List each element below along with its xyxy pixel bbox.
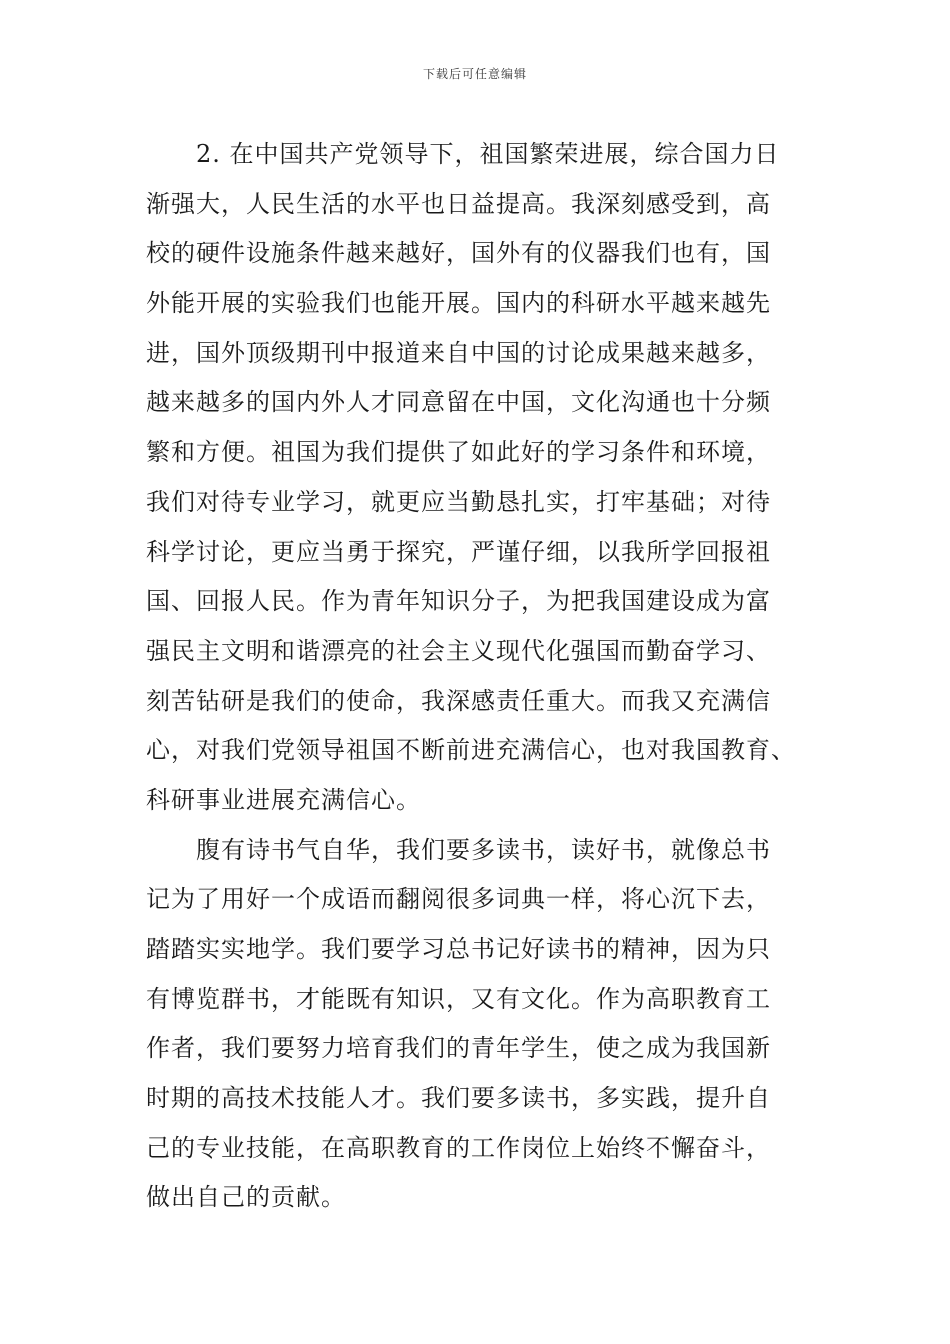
paragraph-line: 渐强大，人民生活的水平也日益提高。我深刻感受到，高 (146, 189, 771, 218)
paragraph-line: 踏踏实实地学。我们要学习总书记好读书的精神，因为只 (146, 935, 771, 963)
paragraph-line: 国、回报人民。作为青年知识分子，为把我国建设成为富 (146, 587, 771, 616)
paragraph-line: 科研事业进展充满信心。 (146, 785, 421, 814)
paragraph-line: 记为了用好一个成语而翻阅很多词典一样，将心沉下去， (146, 885, 771, 914)
paragraph-1 (146, 130, 806, 826)
paragraph-line: 校的硬件设施条件越来越好，国外有的仪器我们也有，国 (146, 239, 771, 268)
paragraph-line: 时期的高技术技能人才。我们要多读书，多实践，提升自 (146, 1084, 771, 1113)
paragraph-line: 我们对待专业学习，就更应当勤恳扎实，打牢基础；对待 (146, 487, 771, 516)
paragraph-line: 进，国外顶级期刊中报道来自中国的讨论成果越来越多， (146, 338, 771, 367)
paragraph-line: 己的专业技能，在高职教育的工作岗位上始终不懈奋斗， (146, 1133, 771, 1162)
paragraph-line: 强民主文明和谐漂亮的社会主义现代化强国而勤奋学习、 (146, 636, 771, 665)
paragraph-line: 繁和方便。祖国为我们提供了如此好的学习条件和环境， (146, 438, 771, 467)
paragraph-line: 科学讨论，更应当勇于探究，严谨仔细，以我所学回报祖 (146, 537, 771, 566)
paragraph-line: 2. 在中国共产党领导下，祖国繁荣进展，综合国力日 (196, 140, 780, 168)
page-header-note: 下载后可任意编辑 (422, 67, 527, 81)
paragraph-line: 作者，我们要努力培育我们的青年学生，使之成为我国新 (146, 1034, 771, 1063)
document-body (146, 130, 806, 1223)
paragraph-line: 腹有诗书气自华，我们要多读书，读好书，就像总书 (196, 835, 771, 864)
paragraph-line: 刻苦钻研是我们的使命，我深感责任重大。而我又充满信 (146, 686, 771, 715)
paragraph-2 (146, 826, 806, 1224)
paragraph-line: 心，对我们党领导祖国不断前进充满信心，也对我国教育、 (146, 736, 796, 765)
paragraph-line: 有博览群书，才能既有知识，又有文化。作为高职教育工 (146, 984, 771, 1013)
paragraph-line: 做出自己的贡献。 (146, 1183, 346, 1212)
paragraph-line: 外能开展的实验我们也能开展。国内的科研水平越来越先 (146, 289, 771, 318)
paragraph-line: 越来越多的国内外人才同意留在中国，文化沟通也十分频 (146, 388, 771, 417)
